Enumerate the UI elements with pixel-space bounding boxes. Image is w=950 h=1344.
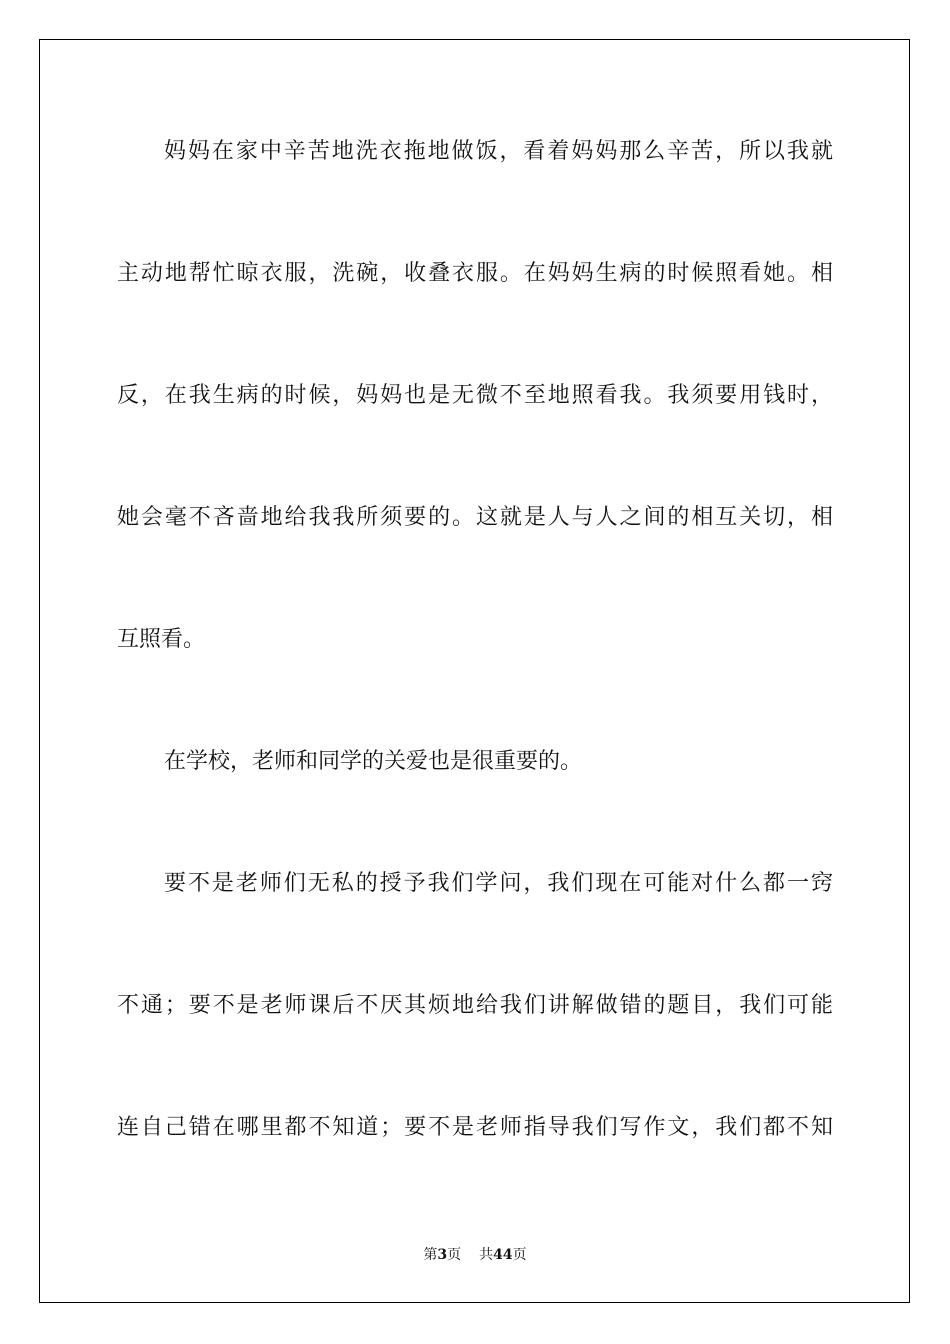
page-prefix: 第 xyxy=(423,1247,438,1263)
page-number: 3 xyxy=(437,1247,448,1263)
paragraph-1-line-3: 反，在我生病的时候，妈妈也是无微不至地照看我。我须要用钱时， xyxy=(117,383,833,408)
total-pages: 44 xyxy=(493,1247,513,1263)
paragraph-3-line-3: 连自己错在哪里都不知道；要不是老师指导我们写作文，我们都不知 xyxy=(117,1115,833,1140)
page-footer xyxy=(0,1245,950,1265)
page-suffix: 页 xyxy=(447,1247,462,1263)
paragraph-1-line-2: 主动地帮忙晾衣服，洗碗，收叠衣服。在妈妈生病的时候照看她。相 xyxy=(117,261,833,286)
paragraph-1-line-5: 互照看。 xyxy=(117,627,206,652)
paragraph-1-line-4: 她会毫不吝啬地给我我所须要的。这就是人与人之间的相互关切，相 xyxy=(117,505,833,530)
total-prefix: 共 xyxy=(479,1247,494,1263)
paragraph-3-line-2: 不通；要不是老师课后不厌其烦地给我们讲解做错的题目，我们可能 xyxy=(117,993,833,1018)
total-suffix: 页 xyxy=(512,1247,527,1263)
paragraph-1-line-1: 妈妈在家中辛苦地洗衣拖地做饭，看着妈妈那么辛苦，所以我就 xyxy=(164,139,833,164)
paragraph-2-line-1: 在学校，老师和同学的关爱也是很重要的。 xyxy=(164,749,583,774)
paragraph-3-line-1: 要不是老师们无私的授予我们学问，我们现在可能对什么都一窍 xyxy=(164,871,833,896)
